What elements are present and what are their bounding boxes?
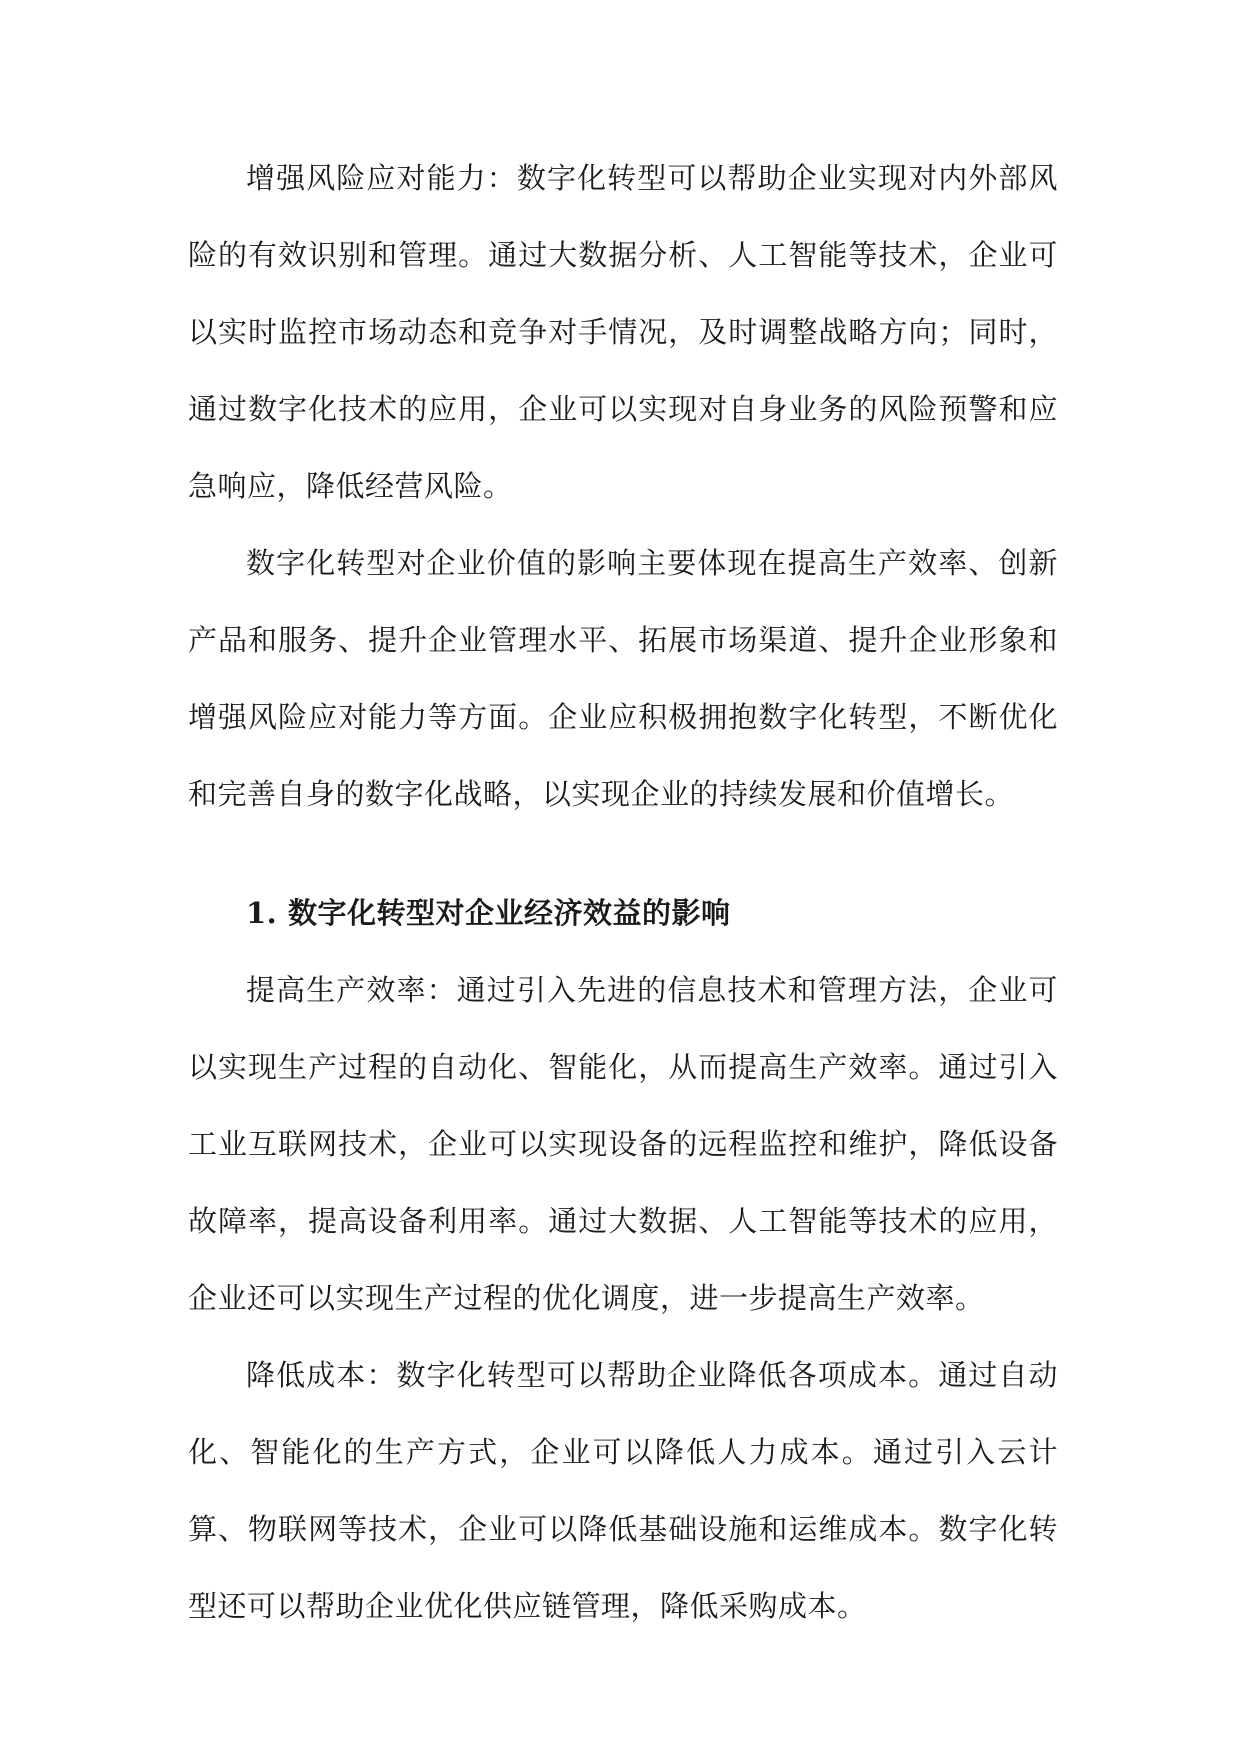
paragraph-cost-reduction: 降低成本：数字化转型可以帮助企业降低各项成本。通过自动化、智能化的生产方式，企业可以降低人力成本。通过引入云计算、物联网等技术，企业可以降低基础设施和运维成本。数字化转型还可以帮助企业优化供应链管理，降低采购成本。: [188, 1358, 1058, 1623]
section-number: 1.: [246, 896, 278, 930]
document-body: [188, 140, 1058, 1645]
section-heading: [188, 875, 1058, 952]
section-title: 数字化转型对企业经济效益的影响: [288, 896, 731, 930]
paragraph-value-summary: 数字化转型对企业价值的影响主要体现在提高生产效率、创新产品和服务、提升企业管理水平、拓展市场渠道、提升企业形象和增强风险应对能力等方面。企业应积极拥抱数字化转型，不断优化和完善自身的数字化战略，以实现企业的持续发展和价值增长。: [188, 546, 1058, 811]
paragraph-production-efficiency: 提高生产效率：通过引入先进的信息技术和管理方法，企业可以实现生产过程的自动化、智能化，从而提高生产效率。通过引入工业互联网技术，企业可以实现设备的远程监控和维护，降低设备故障率，提高设备利用率。通过大数据、人工智能等技术的应用，企业还可以实现生产过程的优化调度，进一步提高生产效率。: [188, 973, 1058, 1315]
paragraph-risk-response: 增强风险应对能力：数字化转型可以帮助企业实现对内外部风险的有效识别和管理。通过大数据分析、人工智能等技术，企业可以实时监控市场动态和竞争对手情况，及时调整战略方向；同时，通过数字化技术的应用，企业可以实现对自身业务的风险预警和应急响应，降低经营风险。: [188, 161, 1058, 503]
